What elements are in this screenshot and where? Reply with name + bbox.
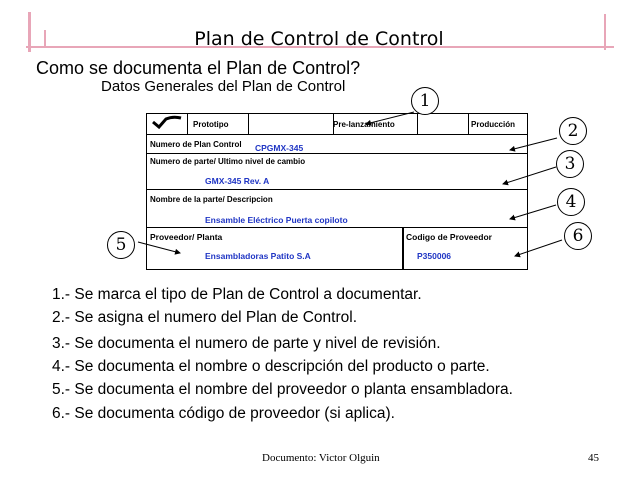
part-number-value: GMX-345 Rev. A <box>205 176 270 186</box>
arrow-3 <box>503 167 556 184</box>
plan-number-label: Numero de Plan Control <box>150 140 242 149</box>
supplier-code-value: P350006 <box>417 251 452 261</box>
page-number: 45 <box>588 452 599 464</box>
slide-title: Plan de Control de Control <box>194 28 444 50</box>
arrow-5 <box>138 242 180 253</box>
section-heading: Datos Generales del Plan de Control <box>101 78 346 95</box>
callout-4: 4 <box>557 188 585 216</box>
supplier-label: Proveedor/ Planta <box>150 232 223 242</box>
list-item: 2.- Se asigna el numero del Plan de Control. <box>52 309 358 326</box>
arrow-4 <box>510 205 556 219</box>
type-prelaunch-label: Pre-lanzamiento <box>333 120 395 129</box>
callout-2: 2 <box>559 117 587 145</box>
type-prototype-label: Prototipo <box>193 120 229 129</box>
list-item: 3.- Se documenta el numero de parte y nivel de revisión. <box>52 335 441 352</box>
plan-number-value: CPGMX-345 <box>255 143 304 153</box>
type-production-label: Producción <box>471 120 516 129</box>
supplier-code-label: Codigo de Proveedor <box>406 232 492 242</box>
arrow-1 <box>366 112 414 124</box>
list-item: 6.- Se documenta código de proveedor (si aplica). <box>52 405 395 422</box>
list-item: 1.- Se marca el tipo de Plan de Control a documentar. <box>52 286 422 303</box>
part-number-label: Numero de parte/ Ultimo nivel de cambio <box>150 157 306 166</box>
list-item: 4.- Se documenta el nombre o descripción del producto o parte. <box>52 358 490 375</box>
part-name-value: Ensamble Eléctrico Puerta copiloto <box>205 215 348 225</box>
callout-1: 1 <box>411 87 439 115</box>
arrow-6 <box>515 240 562 256</box>
part-name-label: Nombre de la parte/ Descripcion <box>150 195 273 204</box>
slide-subtitle: Como se documenta el Plan de Control? <box>36 58 361 78</box>
footer-author: Documento: Victor Olguin <box>262 452 380 464</box>
callout-3: 3 <box>556 150 584 178</box>
callout-5: 5 <box>107 231 135 259</box>
arrow-2 <box>510 138 557 150</box>
list-item: 5.- Se documenta el nombre del proveedor o planta ensambladora. <box>52 381 513 398</box>
supplier-value: Ensambladoras Patito S.A <box>205 251 311 261</box>
callout-6: 6 <box>564 222 592 250</box>
